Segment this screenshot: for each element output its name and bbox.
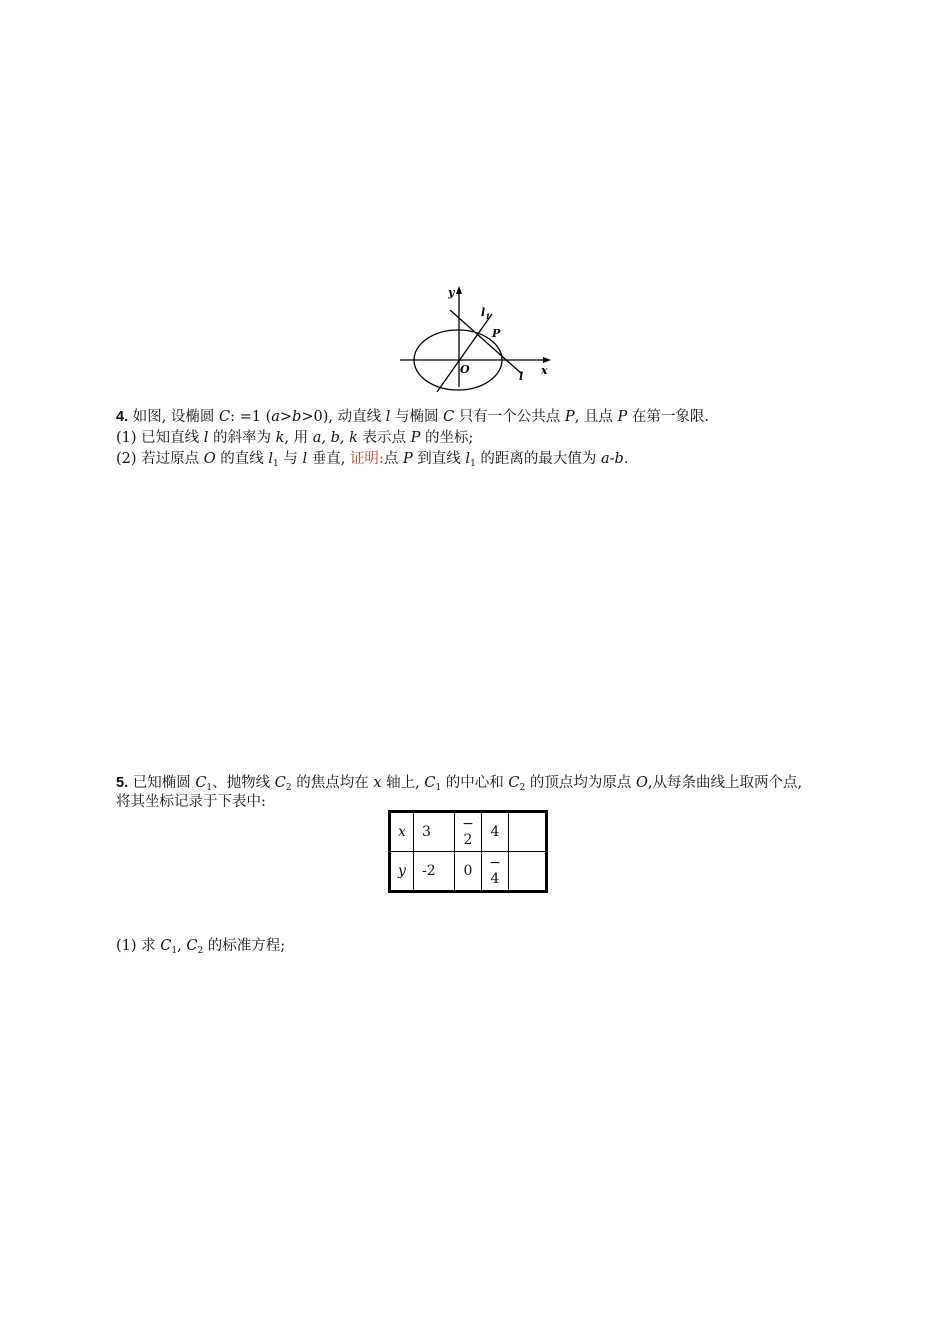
q4-p2-proof-label: 证明: (349, 451, 384, 467)
q4-p2-text-d: 垂直, (307, 451, 350, 467)
q5-var-c2-b-sub: 2 (519, 783, 526, 793)
table-cell-x-1: 3 (414, 812, 455, 852)
q5-number: 5. (116, 775, 129, 791)
q5-var-c1-sub: 1 (206, 783, 213, 793)
q5-text-4: 轴上, (381, 775, 425, 791)
q5-p1-text-c: 的标准方程; (203, 938, 286, 954)
q4-p2-text-h: . (623, 451, 629, 467)
y-axis-label: y (448, 286, 455, 299)
line-l-label: l (519, 370, 524, 383)
table-cell-y-label: y (390, 852, 414, 892)
q4-text-4: 与椭圆 (390, 409, 444, 425)
q4-p2-text-c: 与 (278, 451, 303, 467)
q5-var-o: O (635, 775, 648, 791)
table-cell-x-label: x (390, 812, 414, 852)
q5-text-3: 的焦点均在 (291, 775, 374, 791)
q4-p2-text-b: 的直线 (215, 451, 269, 467)
q4-text-5: 只有一个公共点 (454, 409, 565, 425)
line-l1-label (481, 306, 490, 321)
q4-stem (116, 407, 709, 427)
table-cell-x-4 (509, 812, 547, 852)
q4-text-2: : =1 ( (230, 409, 272, 425)
q4-p2-text-f: 到直线 (412, 451, 466, 467)
line-l1 (437, 314, 492, 392)
q4-p1-text-e: 的坐标; (420, 430, 474, 446)
q5-p1-text-b: , (177, 938, 187, 954)
q4-var-p-2: P (617, 409, 628, 425)
q5-var-c1-b: C (424, 775, 436, 791)
q5-part-1 (116, 936, 285, 961)
q4-condition: a>b> (271, 409, 314, 425)
x-axis-arrow (543, 357, 551, 363)
q4-p2-var-o: O (203, 451, 216, 467)
q5-var-c2-sub: 2 (285, 783, 292, 793)
stacked-value-bottom: 2 (463, 832, 473, 848)
table-cell-y-1: -2 (414, 852, 455, 892)
table-row-y (390, 852, 547, 892)
q4-p1-text-a: (1) 已知直线 (116, 430, 204, 446)
stacked-value-top: − (462, 816, 474, 832)
stacked-value (489, 855, 501, 887)
q4-p1-var-p: P (410, 430, 421, 446)
q5-p1-text-a: (1) 求 (116, 938, 161, 954)
table-cell-y-3 (482, 852, 509, 892)
q4-p2-var-l1-b-sub: 1 (470, 459, 476, 469)
table-row-x (390, 812, 547, 852)
q4-p2-var-l1-sub: 1 (273, 459, 279, 469)
table-cell-y-4 (509, 852, 547, 892)
point-p-label: P (492, 327, 501, 340)
q4-p2-answer: a-b (601, 451, 624, 467)
stacked-value-top: − (489, 855, 501, 871)
q4-p2-text-e: 点 (383, 451, 403, 467)
q5-text-7: ,从每条曲线上取两个点, (647, 775, 803, 791)
q5-text-2: 、抛物线 (212, 775, 275, 791)
q4-p1-text-d: 表示点 (357, 430, 411, 446)
q4-var-c: C (219, 409, 231, 425)
q5-var-x: x (373, 775, 382, 791)
q5-stem-line-2: 将其坐标记录于下表中: (116, 794, 266, 810)
q4-var-c-2: C (443, 409, 455, 425)
stacked-value-bottom: 4 (490, 871, 500, 887)
table-cell-x-2 (455, 812, 482, 852)
q4-text-7: 在第一象限. (627, 409, 709, 425)
q4-part-1 (116, 428, 473, 448)
q5-var-c2-b: C (508, 775, 520, 791)
q4-var-p: P (564, 409, 575, 425)
q4-p1-text-c: , 用 (284, 430, 313, 446)
table-cell-y-2: 0 (455, 852, 482, 892)
q5-p1-var-c2-sub: 2 (197, 946, 204, 956)
q5-coordinate-table (388, 810, 548, 893)
q5-p1-var-c1-sub: 1 (171, 946, 178, 956)
ellipse-figure (395, 282, 555, 392)
q4-p2-var-l1-b: l (465, 451, 471, 467)
line-l1-label-sub: 1 (485, 312, 491, 321)
table-cell-x-3: 4 (482, 812, 509, 852)
q4-text-6: , 且点 (574, 409, 618, 425)
line-l1-label-main: l (481, 306, 486, 319)
q4-p2-text-a: (2) 若过原点 (116, 451, 204, 467)
q4-number: 4. (116, 409, 129, 425)
q4-text-1: 如图, 设椭圆 (128, 409, 220, 425)
q4-p2-text-g: 的距离的最大值为 (475, 451, 602, 467)
q4-p1-text-b: 的斜率为 (208, 430, 276, 446)
q5-text-1: 已知椭圆 (128, 775, 196, 791)
q5-var-c1: C (195, 775, 207, 791)
q4-p1-var-l: l (203, 430, 209, 446)
stacked-value (462, 816, 474, 848)
x-axis-label: x (541, 364, 548, 377)
q5-coordinate-table-wrap (388, 810, 548, 893)
q5-p1-var-c1: C (160, 938, 172, 954)
y-axis-arrow (456, 286, 462, 294)
q4-text-3: 0), 动直线 (313, 409, 386, 425)
origin-label: O (460, 363, 470, 376)
q4-p2-var-l: l (302, 451, 308, 467)
q4-p2-var-l1: l (268, 451, 274, 467)
q5-var-c1-b-sub: 1 (435, 783, 442, 793)
q5-text-6: 的顶点均为原点 (525, 775, 636, 791)
q4-p1-vars: a, b, k (312, 430, 358, 446)
q4-var-l: l (385, 409, 391, 425)
q4-p2-var-p: P (402, 451, 413, 467)
q4-part-2 (116, 449, 628, 474)
q5-var-c2: C (274, 775, 286, 791)
q5-p1-var-c2: C (186, 938, 198, 954)
q4-p1-var-k: k (275, 430, 285, 446)
q5-text-5: 的中心和 (441, 775, 509, 791)
